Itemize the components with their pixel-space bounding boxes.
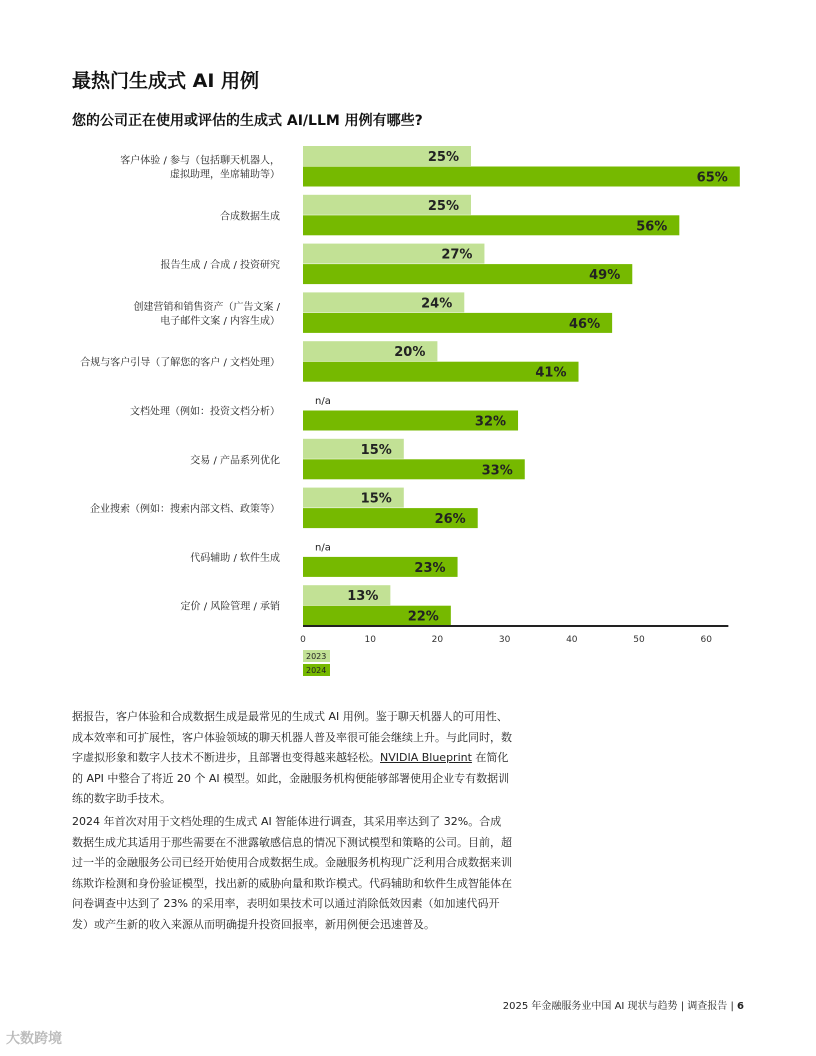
data-label: 32% — [474, 414, 507, 430]
footer — [503, 997, 744, 1012]
category-label: 企业搜索（例如：搜索内部文档、政策等） — [90, 504, 280, 516]
data-label: 24% — [421, 296, 453, 312]
na-label: n/a — [315, 396, 331, 407]
legend-label: 2023 — [306, 652, 327, 661]
data-label: 27% — [441, 247, 473, 263]
bar-2024 — [303, 264, 632, 284]
data-label: 15% — [360, 491, 392, 507]
data-label: 41% — [535, 365, 567, 381]
footer-text: 2025 年金融服务业中国 AI 现状与趋势 | 调查报告 | — [502, 1001, 734, 1012]
category-label: 电子邮件文案 / 内容生成） — [160, 315, 280, 327]
data-label: 15% — [360, 442, 392, 458]
x-tick-label: 10 — [364, 635, 376, 645]
paragraph-1-text: 据报告，客户体验和合成数据生成是最常见的生成式 AI 用例。鉴于聊天机器人的可用性、成本效率和可扩展性，客户体验领域的聊天机器人普及率很可能会继续上升。与此同时，数字虚拟形象和数字人技术不断进步，且部署也变得越来越轻松。 — [72, 710, 512, 764]
data-label: 49% — [589, 268, 621, 284]
watermark: 大数跨境 — [6, 1031, 62, 1047]
data-label: 56% — [636, 219, 668, 235]
x-tick-label: 30 — [498, 635, 511, 645]
legend-label: 2024 — [306, 666, 327, 675]
page-title: 最热门生成式 AI 用例 — [72, 70, 260, 92]
category-label: 合规与客户引导（了解您的客户 / 文档处理） — [80, 357, 280, 369]
nvidia-blueprint-link[interactable]: NVIDIA Blueprint — [380, 751, 472, 764]
data-label: 46% — [568, 316, 601, 332]
data-label: 26% — [434, 512, 466, 528]
data-label: 22% — [407, 609, 439, 625]
category-label: 文档处理（例如：投资文档分析） — [130, 406, 280, 418]
x-tick-label: 20 — [431, 635, 444, 645]
data-label: 23% — [414, 560, 446, 576]
category-label: 定价 / 风险管理 / 承销 — [180, 601, 280, 613]
x-tick-label: 40 — [566, 635, 578, 645]
data-label: 13% — [347, 589, 379, 605]
category-label: 虚拟助理，坐席辅助等） — [170, 169, 280, 181]
paragraph-1-text-cont: 在简化的 API 中整合了将近 20 个 AI 模型。如此，金融服务机构便能够部署使用企业专有数据训练的数字助手技术。 — [72, 751, 510, 805]
bar-2024 — [303, 167, 740, 187]
data-label: 65% — [696, 170, 728, 186]
x-tick-label: 50 — [633, 635, 645, 645]
category-label: 合成数据生成 — [220, 211, 280, 223]
data-label: 33% — [481, 463, 513, 479]
data-label: 25% — [427, 150, 459, 165]
bar-2024 — [303, 313, 612, 333]
category-label: 交易 / 产品系列优化 — [190, 455, 280, 467]
data-label: 20% — [394, 345, 426, 361]
paragraph-2: 2024 年首次对用于文档处理的生成式 AI 智能体进行调查，其采用率达到了 32%。合成数据生成尤其适用于那些需要在不泄露敏感信息的情况下测试模型和策略的公司。目前，超过一半的金融服务公司已经开始使用合成数据生成。金融服务机构现广泛利用合成数据来训练欺诈检测和身份验证模型，找出新的威胁向量和欺诈模式。代码辅助和软件生成智能体在问卷调查中达到了 23% 的采用率，表明如果技术可以通过消除低效因素（如加速代码开发）或产生新的收入来源从而明确提升投资回报率，新用例便会迅速普及。 — [72, 815, 512, 931]
category-label: 客户体验 / 参与（包括聊天机器人， — [120, 155, 280, 167]
paragraph-1 — [72, 707, 512, 810]
bar-2024 — [303, 215, 679, 235]
category-label: 创建营销和销售资产（广告文案 / — [133, 301, 280, 313]
x-tick-label: 0 — [300, 635, 306, 645]
x-tick-label: 60 — [700, 635, 712, 645]
category-label: 报告生成 / 合成 / 投资研究 — [160, 260, 280, 272]
page-number: 6 — [737, 1001, 744, 1012]
na-label: n/a — [315, 542, 331, 554]
category-label: 代码辅助 / 软件生成 — [190, 552, 280, 564]
chart-question: 您的公司正在使用或评估的生成式 AI/LLM 用例有哪些? — [72, 113, 423, 129]
data-label: 25% — [427, 198, 459, 214]
